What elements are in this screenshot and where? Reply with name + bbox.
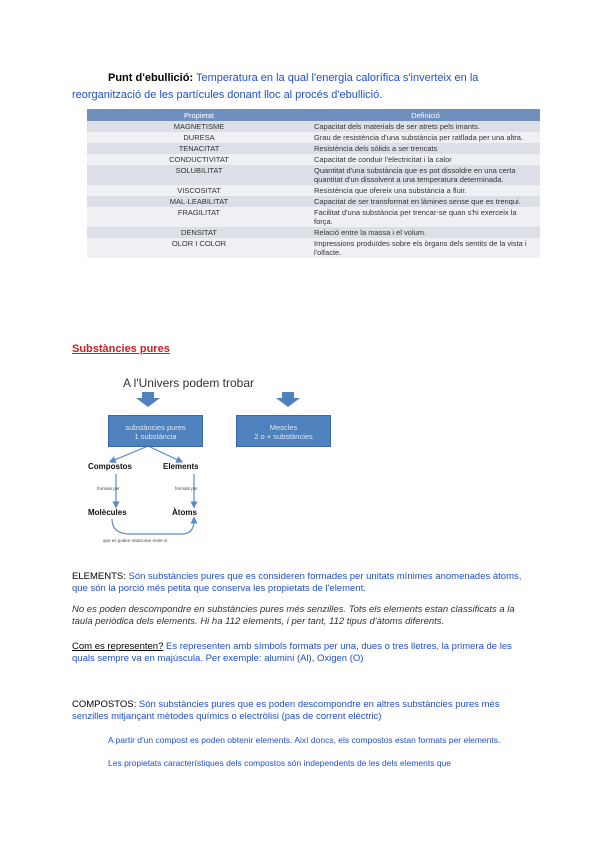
table-header-definition: Definició xyxy=(311,109,540,121)
section-title: Substàncies pures xyxy=(72,343,170,355)
compostos-paragraph xyxy=(72,699,532,723)
table-header-property: Propietat xyxy=(87,109,311,121)
formed-by-label: formats per xyxy=(97,486,120,491)
table-row xyxy=(87,238,540,258)
diagram-title: A l'Univers podem trobar xyxy=(123,376,255,390)
table-row xyxy=(87,207,540,227)
compostos-paragraph-3: Les propietats característiques dels compostos són independents de les dels elements que xyxy=(108,758,452,768)
cell-definition: Facilitat d'una substància per trencar-se quan s'hi exerceix la força. xyxy=(311,207,540,227)
representation-answer: Es representen amb símbols formats per una, dues o tres lletres, la primera de les quals sempre va en majúscula. Per exemple: alumini (Al), Oxigen (O) xyxy=(72,641,512,664)
cell-property: MAL·LEABILITAT xyxy=(87,196,311,207)
compostos-paragraph-2: A partir d'un compost es poden obtenir elements. Així doncs, els compostos estan formats per elements. xyxy=(108,735,501,745)
cell-property: FRAGILITAT xyxy=(87,207,311,227)
table-row xyxy=(87,154,540,165)
intro-paragraph xyxy=(72,70,532,104)
arrow-line xyxy=(112,519,194,534)
table-row xyxy=(87,227,540,238)
formed-by-label: formats per xyxy=(175,486,198,491)
cell-property: DURESA xyxy=(87,132,311,143)
cell-definition: Quantitat d'una substància que es pot dissoldre en una certa quantitat d'un dissolvent a una temperatura determinada. xyxy=(311,165,540,185)
table-row xyxy=(87,196,540,207)
cell-definition: Impressions produïdes sobre els òrgans dels sentits de la vista i l'olfacte. xyxy=(311,238,540,258)
compostos-label: Compostos xyxy=(88,462,132,471)
relation-note: que es poden relacionar entre sí xyxy=(103,538,168,543)
arrow-line xyxy=(148,446,180,461)
cell-definition: Resistència que ofereix una substància a fluir. xyxy=(311,185,540,196)
cell-definition: Relació entre la massa i el volum. xyxy=(311,227,540,238)
down-arrow-icon xyxy=(136,392,160,407)
cell-property: DENSITAT xyxy=(87,227,311,238)
box-sublabel: 1 substància xyxy=(134,432,177,441)
cell-definition: Capacitat de conduir l'electricitat i la calor xyxy=(311,154,540,165)
elements-label-text: ELEMENTS: xyxy=(72,571,126,582)
box-label: substàncies pures xyxy=(125,423,186,432)
table-row xyxy=(87,121,540,132)
cell-property: VISCOSITAT xyxy=(87,185,311,196)
table-row xyxy=(87,143,540,154)
representation-question: Com es representen? xyxy=(72,641,164,652)
arrow-line xyxy=(112,446,148,461)
pure-substances-box xyxy=(108,415,203,447)
compostos-label-text: COMPOSTOS: xyxy=(72,699,137,710)
table-row xyxy=(87,165,540,185)
elements-italic-paragraph: No es poden descompondre en substàncies pures més senzilles. Tots els elements estan classificats a la taula periòdica dels elements. Hi ha 112 elements, i per tant, 112 tipus d'àtoms diferents. xyxy=(72,604,515,627)
elements-label: Elements xyxy=(163,462,199,471)
compostos-definition: Són substàncies pures que es poden descompondre en altres substàncies pures més senzilles mitjançant mètodes químics o electròlisi (pas de corrent elèctric) xyxy=(72,699,500,722)
table-row xyxy=(87,185,540,196)
cell-property: CONDUCTIVITAT xyxy=(87,154,311,165)
atoms-label: Àtoms xyxy=(172,508,197,517)
cell-definition: Capacitat dels materials de ser atrets pels imants. xyxy=(311,121,540,132)
cell-definition: Capacitat de ser transformat en làmines sense que es trenqui. xyxy=(311,196,540,207)
representation-paragraph xyxy=(72,641,532,665)
elements-paragraph xyxy=(72,571,532,595)
cell-property: SOLUBILITAT xyxy=(87,165,311,185)
elements-definition: Són substàncies pures que es consideren formades per unitats mínimes anomenades àtoms, que són la porció més petita que conserva les propietats de l'element. xyxy=(72,571,522,594)
cell-property: TENACITAT xyxy=(87,143,311,154)
box-label: Mescles xyxy=(269,423,298,432)
down-arrow-icon xyxy=(276,392,300,407)
molecules-label: Molècules xyxy=(88,508,127,517)
cell-definition: Grau de resistència d'una substància per ratllada per una altra. xyxy=(311,132,540,143)
intro-term: Punt d'ebullició: xyxy=(108,72,194,84)
table-row xyxy=(87,132,540,143)
cell-property: MAGNETISME xyxy=(87,121,311,132)
cell-definition: Resistència dels sòlids a ser trencats xyxy=(311,143,540,154)
mixtures-box xyxy=(236,415,331,447)
properties-table xyxy=(87,109,540,258)
intro-definition: Temperatura en la qual l'energia calorífica s'inverteix en la reorganització de les partícules donant lloc al procés d'ebullició. xyxy=(72,72,479,101)
cell-property: OLOR I COLOR xyxy=(87,238,311,258)
box-sublabel: 2 o + substàncies xyxy=(254,432,313,441)
